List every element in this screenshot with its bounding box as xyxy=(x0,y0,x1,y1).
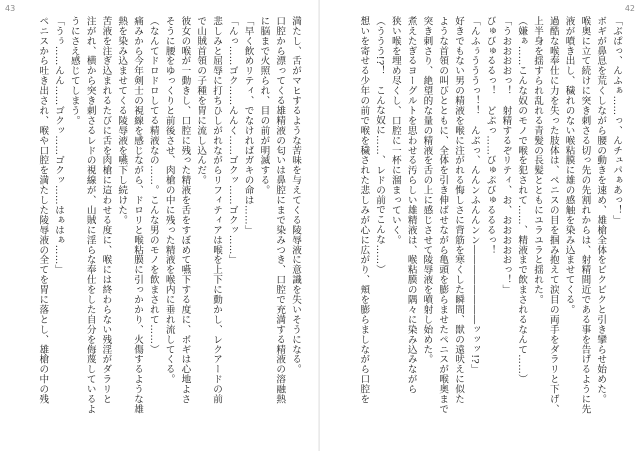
text-line: に脳まで火照られ、目の前が明滅する。 xyxy=(258,16,270,196)
text-line: 満たし、舌がマヒするような苦味を与えてくる陵辱液に意識を失いそうになる。 xyxy=(290,16,301,375)
page-number-left: 43 xyxy=(5,4,16,13)
text-line: うにさえ感じてしまう。 xyxy=(68,16,80,126)
text-line: （嫌ぁ……こんな奴のモノで喉を犯されて……、精液まで飲まされるなんて……） xyxy=(516,16,528,385)
text-line: 喉奥に立て続けに突き刺さる切っ先の先割れからは、射精間近である事を告げるように先 xyxy=(579,16,591,414)
text-line: 上半身を揺すられ乱れる青髪の長髪とともにユラユラと揺れた。 xyxy=(532,16,544,305)
text-line: 痛みから今年剣士の視線を感じながら、ドロリと喉粘膜に引っかかり、火傷するような雄 xyxy=(132,16,144,414)
text-line: 狭い喉を埋め尽くし、口腔に一杯に溜まっていく。 xyxy=(389,16,401,245)
page-number-right: 42 xyxy=(624,4,635,13)
text-line: 「んっ……ゴク……んんく……ゴクッ……ゴクッ……」 xyxy=(226,16,238,265)
text-line: びゅびゅるるっ！ どぷっ……びゅぷびゅるるるっ！ xyxy=(484,16,496,255)
text-line: 突き刺さり、絶望的な量の精液を舌の上に感じさせて陵辱液を噴射し始めた。 xyxy=(421,16,433,365)
text-line: 想いを寄せる少年の前で喉を穢された悲しみが心に広がり、頬を膨らましながら口腔を xyxy=(358,16,370,405)
text-line: 熱を染み込ませてくる陵辱液を嚥下し続けた。 xyxy=(116,16,128,225)
right-page xyxy=(320,0,640,451)
text-line: （なんてドロドロしてる精液なの……。こんな男のモノを飲まされて……） xyxy=(147,16,159,355)
text-line: で山賊首領の子種を胃に流し込んだ。 xyxy=(195,16,207,186)
text-line: ボギが鼻息を荒くしながら腰の動きを速め、雄槍全体をビクビクと引き攣らせ始めた。 xyxy=(595,16,607,405)
text-line: 「んふぅうううっ！！ んぶっ、んんンふんんンン――――――――ッッッ!?」 xyxy=(468,16,480,374)
text-line: 口腔から漂ってくる雄精液の匂いは鼻腔にまで染みつき、口腔で充満する精液の溶融熱 xyxy=(274,16,286,405)
text-line: 煮えたぎるヨーグルトを思わせる汚らしい雄精液は、喉粘膜の隅々に染み込みながら xyxy=(405,16,417,395)
text-line: 「うぅ……んん……ゴクッ……ゴクッ……はぁはぁ……」 xyxy=(53,16,65,275)
text-line: （ううう!?！ こんな奴に……、レドの前でこんな……） xyxy=(374,16,386,275)
text-line: 苦液を注ぎ込まれるたびに舌を肉槍に這わせる度に、喉には終わらない残淫がダラリと xyxy=(100,16,112,405)
text-line: 「うおおおおっ！ 射精するぞリティ、お、おおおおおっ！」 xyxy=(500,16,512,295)
text-line: 「ぶぱっ、んふぁ……っ、んチュパぁあっ！」 xyxy=(611,16,622,225)
left-page-text xyxy=(18,16,303,448)
text-line: 彼女の喉が一動きし、口腔に残った精液を舌をすぼめて嚥下する度に、ボギは心地よさ xyxy=(179,16,191,405)
right-page-text xyxy=(338,16,624,448)
text-line: 好きでもない男の精液を喉に注がれる悔しさに背筋を寒くした瞬間、獣の遠吠えに似た xyxy=(453,16,465,405)
text-line: 悲しみと屈辱に打ちひしがれながらリフィティアは喉を上下に動かし、レクアードの前 xyxy=(211,16,223,405)
text-line: 「早く飲めリティ、でなければガキの命は……」 xyxy=(242,16,254,235)
text-line: ような首領の叫びとともに、全体を引き伸ばせながら亀頭を膨らませたペニスが喉奥まで xyxy=(437,16,449,414)
text-line: そうに腰をゆっくりと前後させ、肉槍の中に残った精液を喉内に垂れ流してくる。 xyxy=(163,16,175,385)
text-line: ペニスから吐き出され、喉や口腔を満たした陵辱液の全てを胃に落とし、雄槍の中の残 xyxy=(37,16,49,405)
text-line: 液が噴き出し、穢れのない喉粘膜に雄の感触を染み込ませてくる。 xyxy=(563,16,575,315)
text-line: 注がれ、横から突き刺さるレドの視線が、山賊に淫らな奉仕をした自分を侮蔑しているよ xyxy=(84,16,96,414)
text-line: 過酷な喉奉仕に力を失った肢体は、ペニスの目を掴み抱えて涙目の両手をダラリと下げ、 xyxy=(547,16,559,414)
